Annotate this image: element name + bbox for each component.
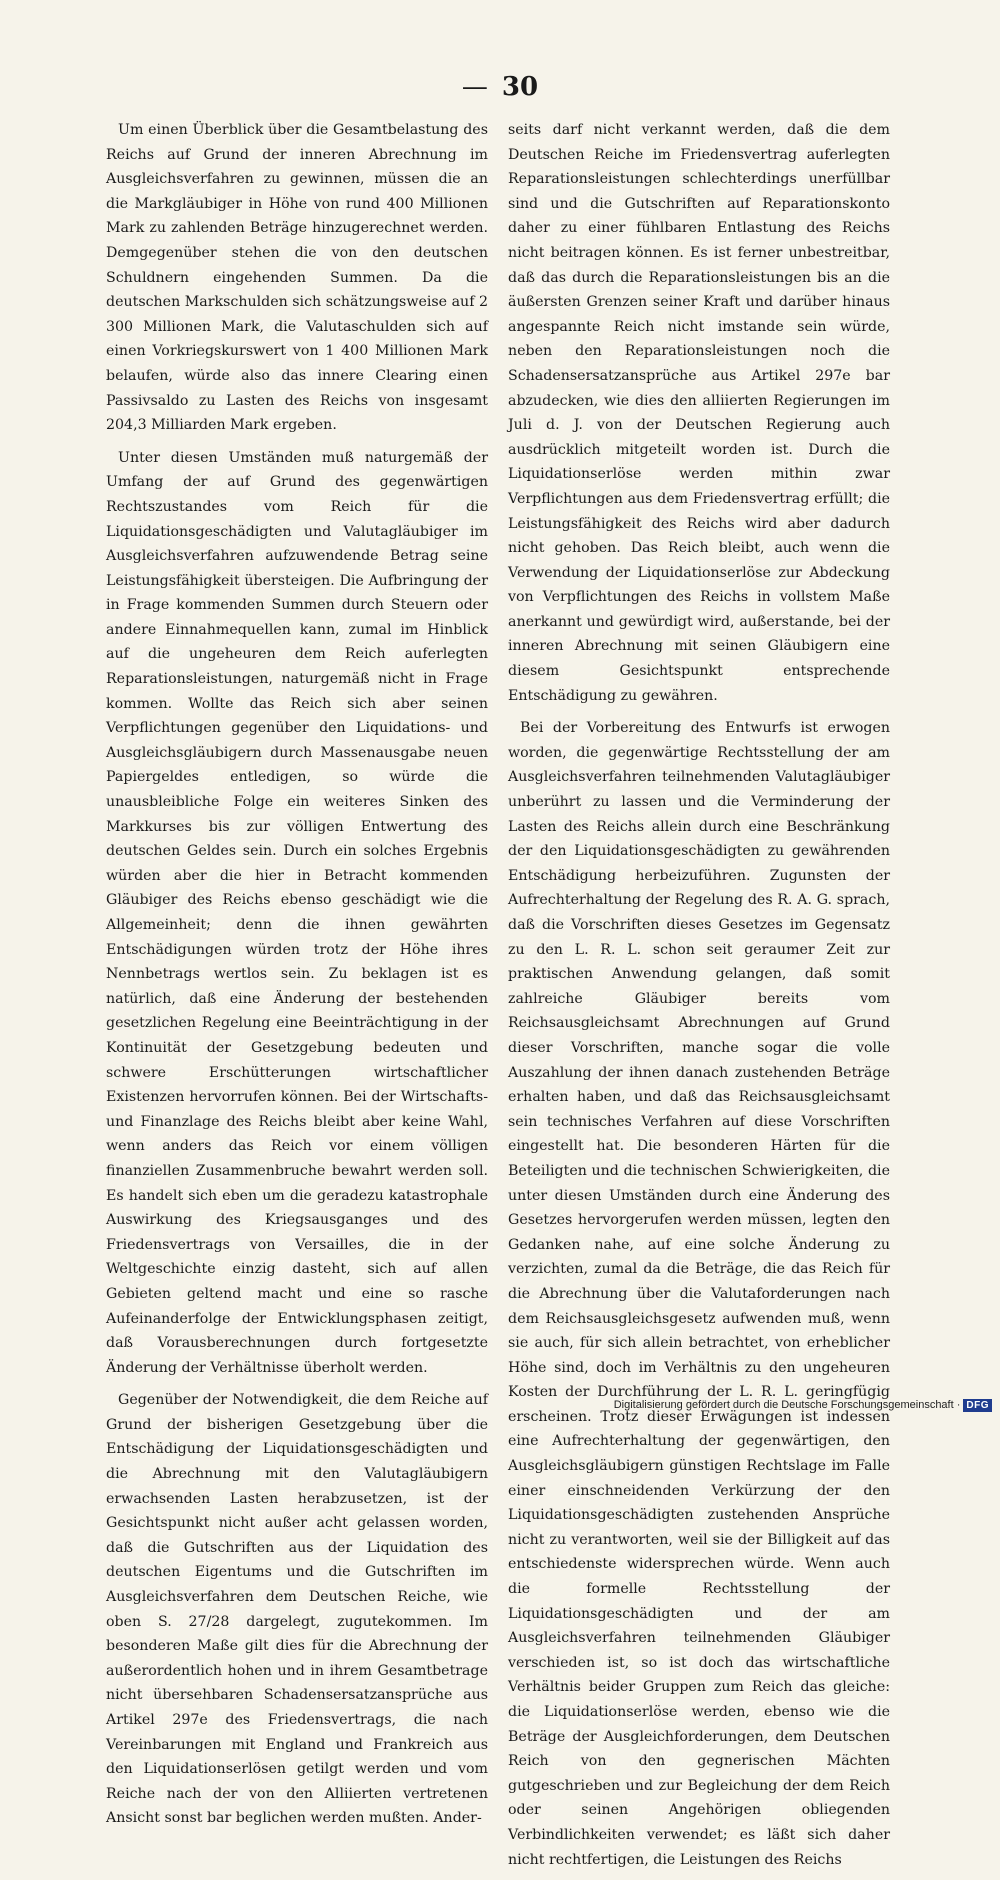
dfg-logo: DFG: [963, 1399, 992, 1412]
page-number: 30: [501, 72, 539, 102]
paragraph-left-3: Gegenüber der Notwendigkeit, die dem Reiche auf Grund der bisherigen Gesetzgebung über die Entschädigung der Liquidationsgeschädigten und die Abrechnung mit den Valutagläubigern erwachsenden Lasten herabzusetzen, ist der Gesichtspunkt nicht außer acht gelassen worden, daß die Gutschriften aus der Liquidation des deutschen Eigentums und die Gutschriften im Ausgleichsverfahren dem Deutschen Reiche, wie oben S. 27/28 dargelegt, zugutekommen. Im besonderen Maße gilt dies für die Abrechnung der außerordentlich hohen und in ihrem Gesamtbetrage nicht übersehbaren Schadensersatzansprüche aus Artikel 297e des Friedensvertrags, die nach Vereinbarungen mit England und Frankreich aus den Liquidationserlösen getilgt werden und vom Reiche nach der von den Alliierten vertretenen Ansicht sonst bar beglichen werden mußten. Ander-: [106, 1392, 488, 1827]
right-column: [508, 118, 890, 1880]
paragraph-right-2: Bei der Vorbereitung des Entwurfs ist erwogen worden, die gegenwärtige Rechtsstellung der am Ausgleichsverfahren teilnehmenden Valutagläubiger unberührt zu lassen und die Verminderung der Lasten des Reichs allein durch eine Beschränkung der den Liquidationsgeschädigten zu gewährenden Entschädigung herbeizuführen. Zugunsten der Aufrechterhaltung der Regelung des R. A. G. sprach, daß die Vorschriften dieses Gesetzes im Gegensatz zu den L. R. L. schon seit geraumer Zeit zur praktischen Anwendung gelangen, daß somit zahlreiche Gläubiger bereits vom Reichsausgleichsamt Abrechnungen auf Grund dieser Vorschriften, manche sogar die volle Auszahlung der ihnen danach zustehenden Beträge erhalten haben, und daß das Reichsausgleichsamt sein technisches Verfahren auf diese Vorschriften eingestellt hat. Die besonderen Härten für die Beteiligten und die technischen Schwierigkeiten, die unter diesen Umständen durch eine Änderung des Gesetzes hervorgerufen werden müssen, legten den Gedanken nahe, auf eine solche Änderung zu verzichten, zumal da die Beträge, die das Reich für die Abrechnung über die Valutaforderungen nach dem Reichsausgleichsgesetz aufwenden muß, wenn sie auch, für sich allein betrachtet, von erheblicher Höhe sind, doch im Verhältnis zu den ungeheuren Kosten der Durchführung der L. R. L. geringfügig erscheinen. Trotz dieser Erwägungen ist indessen eine Aufrechterhaltung der gegenwärtigen, den Ausgleichsgläubigern günstigen Rechtslage im Falle einer einschneidenden Verkürzung der den Liquidationsgeschädigten zustehenden Ansprüche nicht zu verantworten, weil sie der Billigkeit auf das entschiedenste widersprechen würde. Wenn auch die formelle Rechtsstellung der Liquidationsgeschädigten und der am Ausgleichsverfahren teilnehmenden Gläubiger verschieden ist, so ist doch das wirtschaftliche Verhältnis beider Gruppen zum Reich das gleiche: die Liquidationserlöse werden, ebenso wie die Beträge der Ausgleichforderungen, dem Deutschen Reich von den gegnerischen Mächten gutgeschrieben und zur Begleichung der dem Reich oder seinen Angehörigen obliegenden Verbindlichkeiten verwendet; es läßt sich daher nicht rechtfertigen, die Leistungen des Reichs: [508, 720, 890, 1868]
footer-text: Digitalisierung gefördert durch die Deutsche Forschungsgemeinschaft ·: [613, 1399, 961, 1411]
page-header: [0, 72, 1000, 102]
paragraph-right-1: seits darf nicht verkannt werden, daß die dem Deutschen Reiche im Friedensvertrag auferlegten Reparationsleistungen schlechterdings unerfüllbar sind und die Gutschriften auf Reparationskonto daher zu einer fühlbaren Entlastung des Reichs nicht beitragen können. Es ist ferner unbestreitbar, daß das durch die Reparationsleistungen bis an die äußersten Grenzen seiner Kraft und darüber hinaus angespannte Reich nicht imstande sein würde, neben den Reparationsleistungen noch die Schadensersatzansprüche aus Artikel 297e bar abzudecken, wie dies den alliierten Regierungen im Juli d. J. von der Deutschen Regierung auch ausdrücklich mitgeteilt worden ist. Durch die Liquidationserlöse werden mithin zwar Verpflichtungen aus dem Friedensvertrag erfüllt; die Leistungsfähigkeit des Reichs wird aber dadurch nicht gehoben. Das Reich bleibt, auch wenn die Verwendung der Liquidationserlöse zur Abdeckung von Verpflichtungen des Reichs in vollstem Maße anerkannt und gewürdigt wird, außerstande, bei der inneren Abrechnung mit seinen Gläubigern eine diesem Gesichtspunkt entsprechende Entschädigung zu gewähren.: [508, 122, 890, 704]
left-column: [106, 118, 488, 1839]
paragraph-left-2: Unter diesen Umständen muß naturgemäß der Umfang der auf Grund des gegenwärtigen Rechtszustandes vom Reich für die Liquidationsgeschädigten und Valutagläubiger im Ausgleichsverfahren aufzuwendende Betrag seine Leistungsfähigkeit übersteigen. Die Aufbringung der in Frage kommenden Summen durch Steuern oder andere Einnahmequellen kann, zumal im Hinblick auf die ungeheuren dem Reich auferlegten Reparationsleistungen, naturgemäß nicht in Frage kommen. Wollte das Reich sich aber seinen Verpflichtungen gegenüber den Liquidations- und Ausgleichsgläubigern durch Massenausgabe neuen Papiergeldes entledigen, so würde die unausbleibliche Folge ein weiteres Sinken des Markkurses bis zur völligen Entwertung des deutschen Geldes sein. Durch ein solches Ergebnis würden aber die hier in Betracht kommenden Gläubiger des Reichs ebenso geschädigt wie die Allgemeinheit; denn die ihnen gewährten Entschädigungen würden trotz der Höhe ihres Nennbetrags wertlos sein. Zu beklagen ist es natürlich, daß eine Änderung der bestehenden gesetzlichen Regelung eine Beeinträchtigung in der Kontinuität der Gesetzgebung bedeuten und schwere Erschütterungen wirtschaftlicher Existenzen hervorrufen können. Bei der Wirtschafts- und Finanzlage des Reichs bleibt aber keine Wahl, wenn anders das Reich vor einem völligen finanziellen Zusammenbruche bewahrt werden soll. Es handelt sich eben um die geradezu katastrophale Auswirkung des Kriegsausganges und des Friedensvertrags von Versailles, die in der Weltgeschichte einzig dasteht, sich auf allen Gebieten geltend macht und eine so rasche Aufeinanderfolge der Entwicklungsphasen zeitigt, daß Vorausberechnungen durch fortgesetzte Änderung der Verhältnisse überholt werden.: [106, 449, 488, 1376]
header-dash: —: [461, 72, 488, 102]
digitization-footer: [614, 1399, 992, 1412]
paragraph-left-1: Um einen Überblick über die Gesamtbelastung des Reichs auf Grund der inneren Abrechnung im Ausgleichsverfahren zu gewinnen, müssen die an die Markgläubiger in Höhe von rund 400 Millionen Mark zu zahlenden Beträge hinzugerechnet werden. Demgegenüber stehen die von den deutschen Schuldnern eingehenden Summen. Da die deutschen Markschulden sich schätzungsweise auf 2 300 Millionen Mark, die Valutaschulden sich auf einen Vorkriegskurswert von 1 400 Millionen Mark belaufen, würde also das innere Clearing einen Passivsaldo zu Lasten des Reichs von insgesamt 204,3 Milliarden Mark ergeben.: [106, 122, 488, 434]
